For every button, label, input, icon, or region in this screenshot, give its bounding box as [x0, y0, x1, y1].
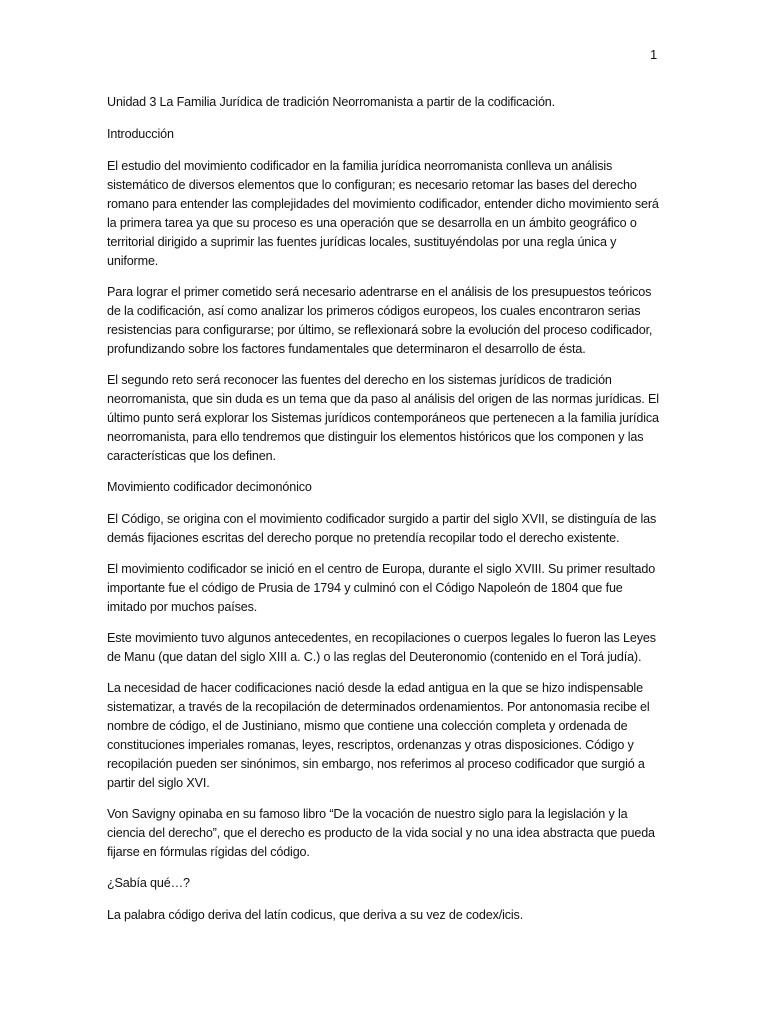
- paragraph-movimiento-4: La necesidad de hacer codificaciones nació desde la edad antigua en la que se hizo indispensable sistematizar, a través de la recopilación de determinados ordenamientos. Por antonomasia recibe el nombre de código, el de Justiniano, mismo que contiene una colección completa y ordenada de constituciones imperiales romanas, leyes, rescriptos, ordenanzas y otras disposiciones. Código y recopilación pueden ser sinónimos, sin embargo, nos referimos al proceso codificador que surgió a partir del siglo XVI.: [107, 681, 650, 790]
- section-heading-movimiento: Movimiento codificador decimonónico: [107, 480, 312, 494]
- page-number: 1: [650, 47, 658, 62]
- paragraph-sabia: La palabra código deriva del latín codicus, que deriva a su vez de codex/icis.: [107, 908, 524, 922]
- section-heading-introduccion: Introducción: [107, 127, 174, 141]
- paragraph-movimiento-2: El movimiento codificador se inició en el centro de Europa, durante el siglo XVIII. Su primer resultado importante fue el código de Prusia de 1794 y culminó con el Código Napoleón de 1804 que fue imitado por muchos países.: [107, 562, 656, 614]
- paragraph-intro-2: Para lograr el primer cometido será necesario adentrarse en el análisis de los presupuestos teóricos de la codificación, así como analizar los primeros códigos europeos, los cuales encontraron serias resistencias para configurarse; por último, se reflexionará sobre la evolución del proceso codificador, profundizando sobre los factores fundamentales que determinaron el desarrollo de ésta.: [107, 285, 653, 356]
- section-heading-sabia: ¿Sabía qué…?: [107, 876, 190, 890]
- paragraph-intro-1: El estudio del movimiento codificador en la familia jurídica neorromanista conlleva un análisis sistemático de diversos elementos que lo configuran; es necesario retomar las bases del derecho romano para entender las complejidades del movimiento codificador, entender dicho movimiento será la primera tarea ya que su proceso es una operación que se desarrolla en un ámbito geográfico o territorial dirigido a suprimir las fuentes jurídicas locales, sustituyéndolas por una regla única y uniforme.: [107, 159, 659, 268]
- paragraph-movimiento-1: El Código, se origina con el movimiento codificador surgido a partir del siglo XVII, se distinguía de las demás fijaciones escritas del derecho porque no pretendía recopilar todo el derecho existente.: [107, 512, 657, 545]
- document-body: [107, 93, 664, 937]
- paragraph-movimiento-3: Este movimiento tuvo algunos antecedentes, en recopilaciones o cuerpos legales lo fueron las Leyes de Manu (que datan del siglo XIII a. C.) o las reglas del Deuteronomio (contenido en el Torá judía).: [107, 631, 656, 664]
- document-title: Unidad 3 La Familia Jurídica de tradición Neorromanista a partir de la codificación.: [107, 95, 556, 109]
- paragraph-intro-3: El segundo reto será reconocer las fuentes del derecho en los sistemas jurídicos de tradición neorromanista, que sin duda es un tema que da paso al análisis del origen de las normas jurídicas. El último punto será explorar los Sistemas jurídicos contemporáneos que pertenecen a la familia jurídica neorromanista, para ello tendremos que distinguir los elementos históricos que los componen y las características que los definen.: [107, 373, 659, 463]
- paragraph-movimiento-5: Von Savigny opinaba en su famoso libro “De la vocación de nuestro siglo para la legislación y la ciencia del derecho”, que el derecho es producto de la vida social y no una idea abstracta que pueda fijarse en fórmulas rígidas del código.: [107, 807, 655, 859]
